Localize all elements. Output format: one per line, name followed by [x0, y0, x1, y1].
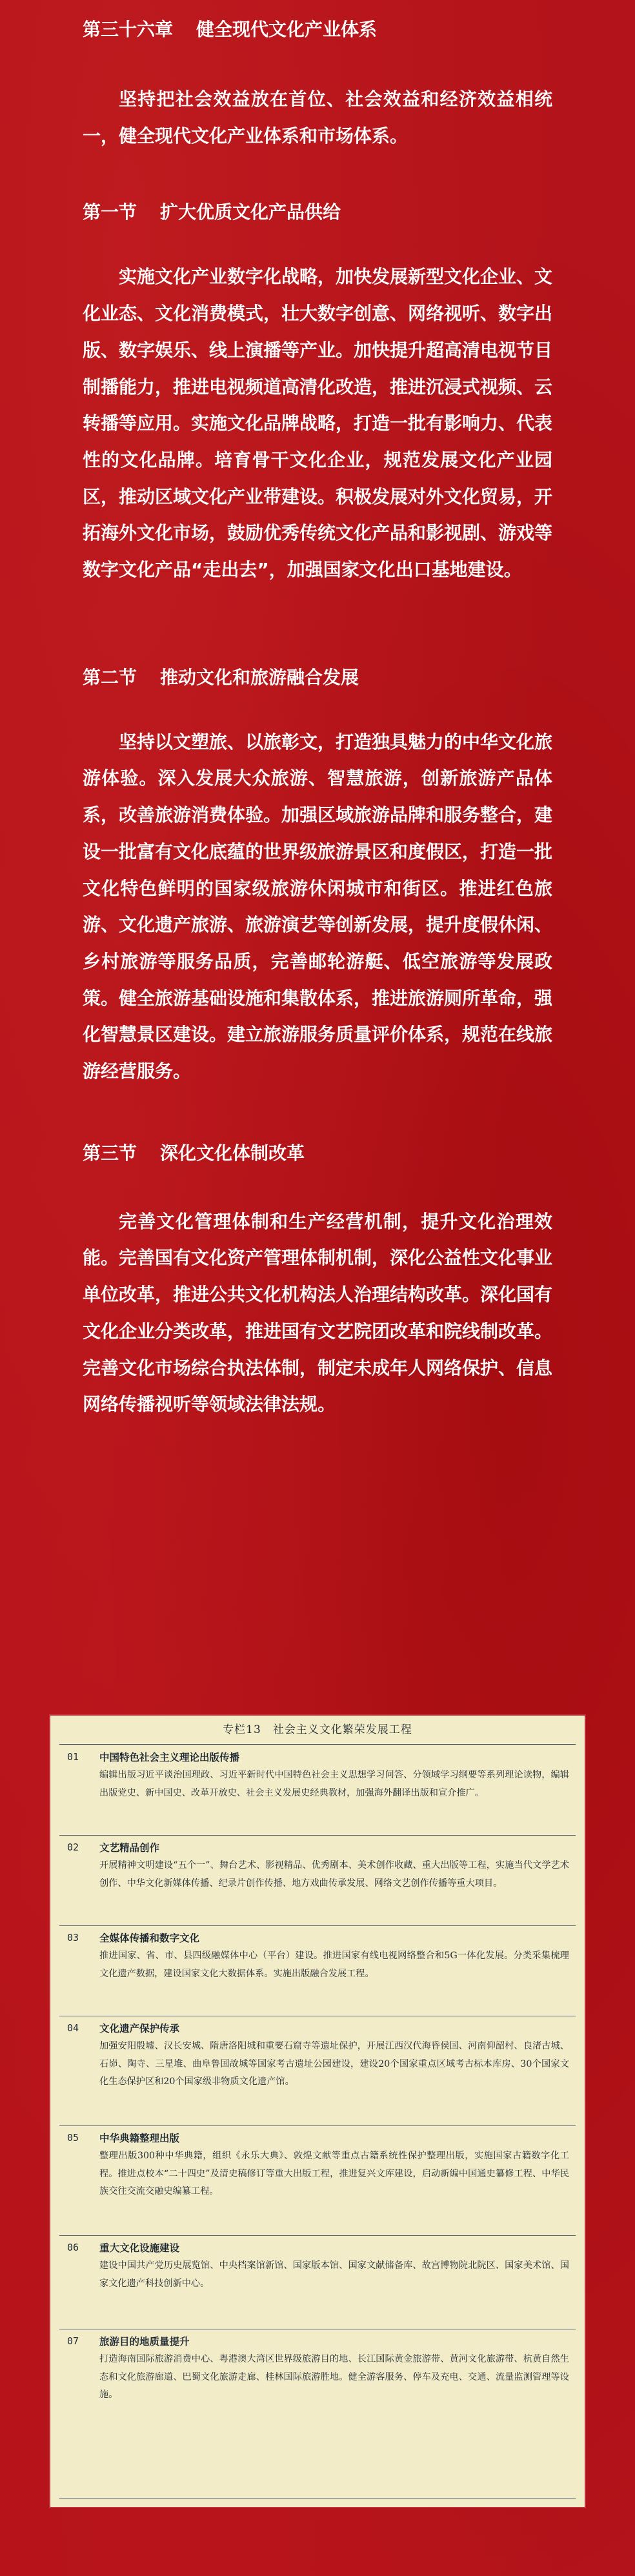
program-item-number: 04 — [67, 2022, 79, 2034]
section-paragraph: 实施文化产业数字化战略，加快发展新型文化企业、文化业态、文化消费模式，壮大数字创意、网络视听、数字出版、数字娱乐、线上演播等产业。加快提升超高清电视节目制播能力，推进电视频道高清化改造，推进沉浸式视频、云转播等应用。实施文化品牌战略，打造一批有影响力、代表性的文化品牌。培育骨干文化企业，规范发展文化产业园区，推动区域文化产业带建设。积极发展对外文化贸易，开拓海外文化市场，鼓励优秀传统文化产品和影视剧、游戏等数字文化产品“走出去”，加强国家文化出口基地建设。 — [83, 266, 553, 581]
program-item-text: 开展精神文明建设“五个一”、舞台艺术、影视精品、优秀剧本、美术创作收藏、重大出版等工程，实施当代文学艺术创作、中华文化新媒体传播、纪录片创作传播、地方戏曲传承发展、网络文艺创作传播等重大项目。 — [99, 1860, 569, 1889]
chapter-number: 第三十六章 — [83, 19, 174, 40]
program-item-text: 整理出版300种中华典籍，组织《永乐大典》、敦煌文献等重点古籍系统性保护整理出版，实施国家古籍数字化工程。推进点校本“二十四史”及清史稿修订等重大出版工程，推进复兴文库建设，启动新编中国通史纂修工程、中华民族交往交流交融史编纂工程。 — [99, 2151, 569, 2196]
program-list — [59, 1744, 576, 2499]
program-item-text: 编辑出版习近平谈治国理政、习近平新时代中国特色社会主义思想学习问答、分领域学习纲要等系列理论读物，编辑出版党史、新中国史、改革开放史、社会主义发展史经典教材，加强海外翻译出版和宣介推广。 — [99, 1770, 569, 1798]
program-item-title: 全媒体传播和数字文化 — [99, 1932, 200, 1944]
program-box — [50, 1716, 585, 2507]
chapter-title: 健全现代文化产业体系 — [196, 19, 378, 40]
section-paragraph: 坚持以文塑旅、以旅彰文，打造独具魅力的中华文化旅游体验。深入发展大众旅游、智慧旅游，创新旅游产品体系，改善旅游消费体验。加强区域旅游品牌和服务整合，建设一批富有文化底蕴的世界级旅游景区和度假区，打造一批文化特色鲜明的国家级旅游休闲城市和街区。推进红色旅游、文化遗产旅游、旅游演艺等创新发展，提升度假休闲、乡村旅游等服务品质，完善邮轮游艇、低空旅游等发展政策。健全旅游基础设施和集散体系，推进旅游厕所革命，强化智慧景区建设。建立旅游服务质量评价体系，规范在线旅游经营服务。 — [83, 731, 553, 1082]
chapter-heading — [83, 17, 552, 43]
chapter-intro: 坚持把社会效益放在首位、社会效益和经济效益相统一，健全现代文化产业体系和市场体系。 — [83, 88, 552, 147]
program-item — [59, 2235, 576, 2329]
program-item-text: 加强安阳殷墟、汉长安城、隋唐洛阳城和重要石窟寺等遗址保护，开展江西汉代海昏侯国、河南仰韶村、良渚古城、石峁、陶寺、三星堆、曲阜鲁国故城等国家考古遗址公园建设，建设20个国家重点区域考古标本库房、30个国家文化生态保护区和20个国家级非物质文化遗产馆。 — [99, 2041, 569, 2087]
section-title: 扩大优质文化产品供给 — [160, 201, 341, 223]
section-number: 第一节 — [83, 201, 137, 223]
section-title: 推动文化和旅游融合发展 — [160, 666, 359, 688]
program-item — [59, 1925, 576, 2016]
program-item-number: 01 — [67, 1751, 79, 1763]
program-item-text: 推进国家、省、市、县四级融媒体中心（平台）建设。推进国家有线电视网络整合和5G一体化发展。分类采集梳理文化遗产数据，建设国家文化大数据体系。实施出版融合发展工程。 — [99, 1951, 569, 1979]
program-box-name: 社会主义文化繁荣发展工程 — [272, 1723, 412, 1736]
section-number: 第二节 — [83, 666, 137, 688]
program-item-number: 07 — [67, 2335, 79, 2347]
section-heading — [83, 199, 552, 225]
program-item-title: 中华典籍整理出版 — [99, 2132, 180, 2144]
program-item-title: 旅游目的地质量提升 — [99, 2335, 190, 2348]
program-item — [59, 2329, 576, 2499]
program-item — [59, 1745, 576, 1836]
program-item-number: 05 — [67, 2132, 79, 2144]
program-box-tag: 专栏13 — [223, 1723, 261, 1736]
program-item-title: 文艺精品创作 — [99, 1841, 160, 1854]
program-item — [59, 1835, 576, 1926]
program-box-title — [50, 1716, 585, 1744]
program-item-text: 打造海南国际旅游消费中心、粤港澳大湾区世界级旅游目的地、长江国际黄金旅游带、黄河文化旅游带、杭黄自然生态和文化旅游廊道、巴蜀文化旅游走廊、桂林国际旅游胜地。健全游客服务、停车及充电、交通、流量监测管理等设施。 — [99, 2354, 569, 2400]
program-item-title: 重大文化设施建设 — [99, 2242, 180, 2254]
program-item — [59, 2016, 576, 2126]
section-paragraph: 完善文化管理体制和生产经营机制，提升文化治理效能。完善国有文化资产管理体制机制，深化公益性文化事业单位改革，推进公共文化机构法人治理结构改革。深化国有文化企业分类改革，推进国有文艺院团改革和院线制改革。完善文化市场综合执法体制，制定未成年人网络保护、信息网络传播视听等领域法律法规。 — [83, 1210, 553, 1415]
section-number: 第三节 — [83, 1142, 137, 1164]
program-item-number: 03 — [67, 1932, 79, 1943]
program-item-number: 06 — [67, 2242, 79, 2253]
program-item-number: 02 — [67, 1841, 79, 1853]
program-item-title: 中国特色社会主义理论出版传播 — [99, 1751, 240, 1763]
section-title: 深化文化体制改革 — [160, 1142, 305, 1164]
section-heading — [83, 665, 552, 691]
program-item-text: 建设中国共产党历史展览馆、中央档案馆新馆、国家版本馆、国家文献储备库、故宫博物院北院区、国家美术馆、国家文化遗产科技创新中心。 — [99, 2260, 569, 2289]
section-heading — [83, 1141, 552, 1166]
program-item — [59, 2125, 576, 2236]
program-item-title: 文化遗产保护传承 — [99, 2022, 180, 2034]
